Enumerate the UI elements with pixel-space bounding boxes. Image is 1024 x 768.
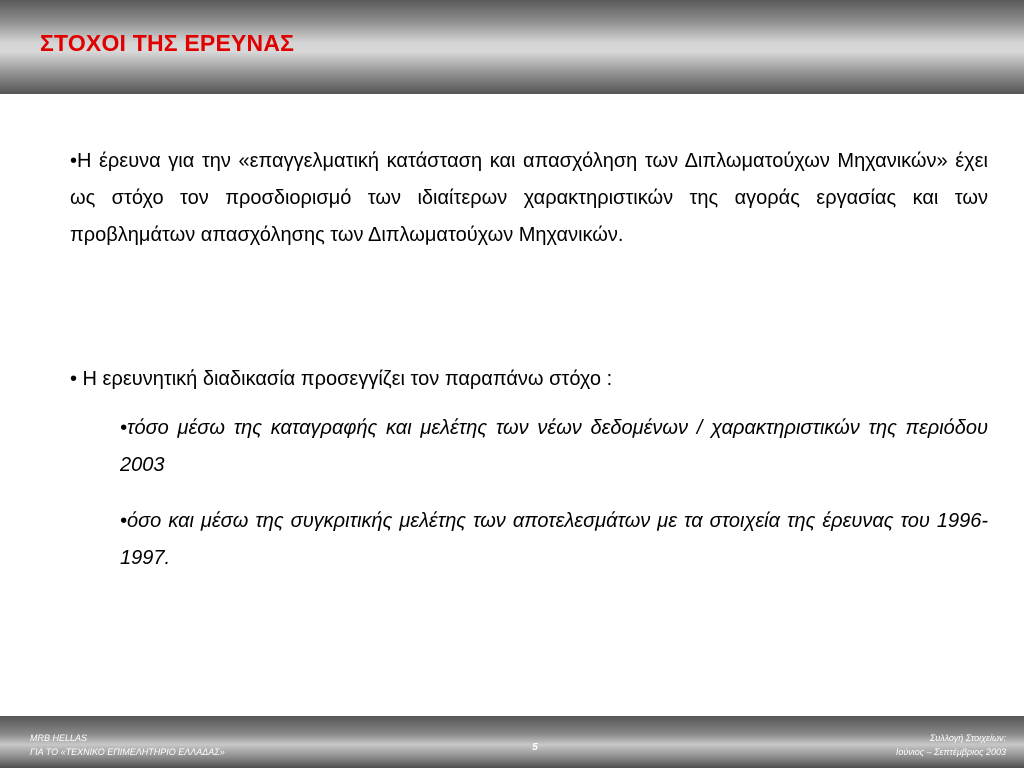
- header-bar: [0, 0, 1024, 94]
- bullet-research-goal: •Η έρευνα για την «επαγγελματική κατάσταση και απασχόληση των Διπλωματούχων Μηχανικών» έχει ως στόχο τον προσδιορισμό των ιδιαίτερων χαρακτηριστικών της αγοράς εργασίας και των προβλημάτων απασχόλησης των Διπλωματούχων Μηχανικών.: [70, 150, 988, 246]
- footer-collection-period: Ιούνιος – Σεπτέμβριος 2003: [895, 747, 1006, 757]
- footer-client: ΓΙΑ ΤΟ «ΤΕΧΝΙΚΟ ΕΠΙΜΕΛΗΤΗΡΙΟ ΕΛΛΑΔΑΣ»: [30, 747, 225, 757]
- footer-company: MRB HELLAS: [30, 733, 88, 743]
- sub-bullet-new-data: •τόσο μέσω της καταγραφής και μελέτης των νέων δεδομένων / χαρακτηριστικών της περιόδου 2003: [120, 417, 988, 476]
- page-number: 5: [532, 742, 538, 753]
- sub-bullet-comparison: •όσο και μέσω της συγκριτικής μελέτης των αποτελεσμάτων με τα στοιχεία της έρευνας του 1996-1997.: [120, 510, 988, 569]
- footer-collection-label: Συλλογή Στοιχείων:: [929, 733, 1006, 743]
- bullet-research-approach: • Η ερευνητική διαδικασία προσεγγίζει τον παραπάνω στόχο :: [70, 368, 613, 390]
- footer-right: [896, 731, 1006, 759]
- footer-bar: [0, 716, 1024, 768]
- slide-title: ΣΤΟΧΟΙ ΤΗΣ ΕΡΕΥΝΑΣ: [40, 30, 295, 56]
